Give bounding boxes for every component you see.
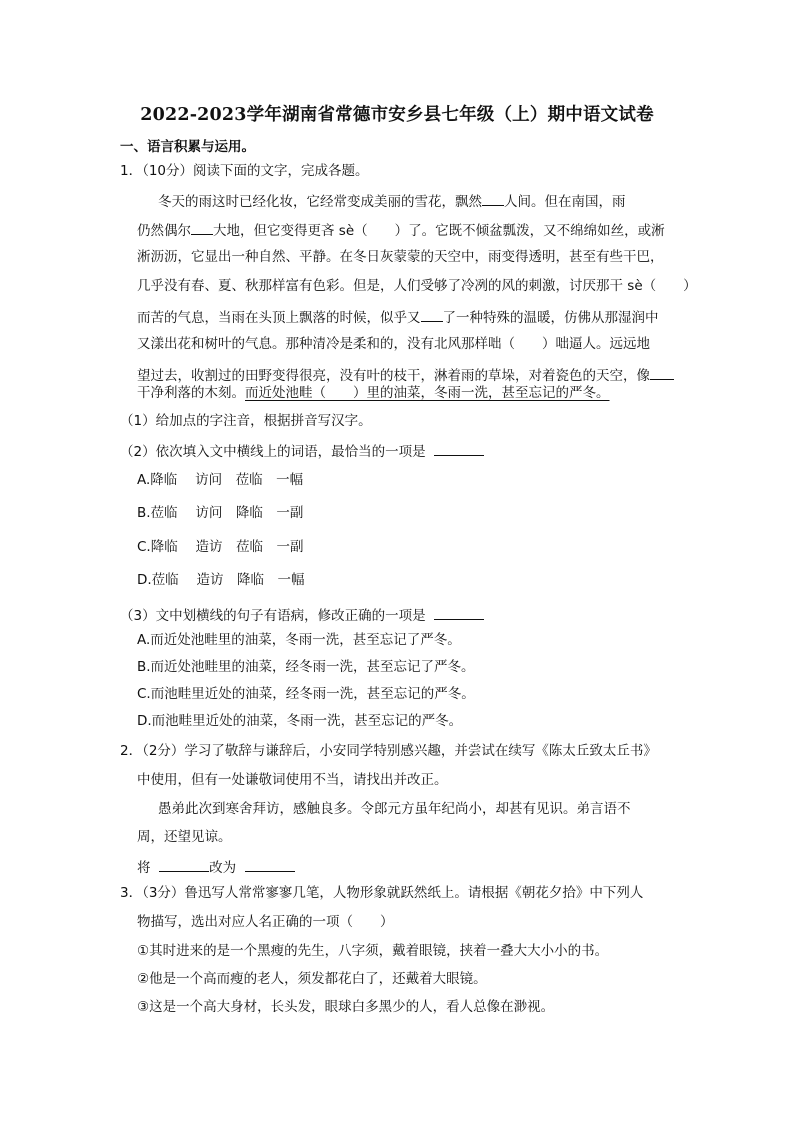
option-c: C.而池畦里近处的油菜，经冬雨一洗，甚至忘记的严冬。 <box>137 686 475 702</box>
question-1-head: 1．（10分）阅读下面的文字，完成各题。 <box>120 163 369 179</box>
question-2-text-cont: 周，还望见谅。 <box>137 829 232 845</box>
option-b: B.而近处池畦里的油菜，经冬雨一洗，甚至忘记了严冬。 <box>137 659 475 675</box>
fill-blank <box>421 309 443 322</box>
option-d: D.而池畦里近处的油菜，冬雨一洗，甚至忘记的严冬。 <box>137 713 463 729</box>
question-3-item-2: ②他是一个高而瘦的老人，须发都花白了，还戴着大眼镜。 <box>137 971 487 987</box>
option-d: D.莅临 造访 降临 一幅 <box>137 572 305 588</box>
question-3-head: 3．（3分）鲁迅写人常常寥寥几笔，人物形象就跃然纸上。请根据《朝花夕拾》中下列人 <box>120 885 644 901</box>
answer-blank <box>245 859 295 872</box>
answer-blank <box>434 607 484 620</box>
question-3-item-1: ①其时进来的是一个黑瘦的先生，八字须，戴着眼镜，挟着一叠大大小小的书。 <box>137 943 609 959</box>
fill-blank <box>650 367 674 380</box>
passage-line-8: 干净利落的木刻。而近处池畦（ ）里的油菜，冬雨一洗，甚至忘记的严冬。 <box>137 385 610 401</box>
question-1-sub-1: （1）给加点的字注音，根据拼音写汉字。 <box>120 413 372 429</box>
passage-line-3: 淅沥沥，它显出一种自然、平静。在冬日灰蒙蒙的天空中，雨变得透明，甚至有些干巴， <box>137 249 664 265</box>
passage-line-2: 仍然偶尔 大地，但它变得更吝 sè（ ）了。它既不倾盆瓢泼，又不绵绵如丝，或淅 <box>137 223 665 239</box>
option-a: A.降临 访问 莅临 一幅 <box>137 472 304 488</box>
answer-blank <box>434 443 484 456</box>
question-3-head-cont: 物描写，选出对应人名正确的一项（ ） <box>137 914 394 930</box>
question-1-sub-3: （3）文中划横线的句子有语病，修改正确的一项是 <box>120 607 484 624</box>
question-3-item-3: ③这是一个高大身材，长头发，眼球白多黑少的人，看人总像在渺视。 <box>137 999 555 1015</box>
question-2-text: 愚弟此次到寒舍拜访，感触良多。令郎元方虽年纪尚小，却甚有见识。弟言语不 <box>158 801 631 817</box>
fill-blank <box>482 193 504 206</box>
section-heading: 一、语言积累与运用。 <box>120 139 255 155</box>
option-a: A.而近处池畦里的油菜，冬雨一洗，甚至忘记了严冬。 <box>137 632 461 648</box>
question-1-sub-2: （2）依次填入文中横线上的词语，最恰当的一项是 <box>120 443 484 460</box>
page-title: 2022-2023学年湖南省常德市安乡县七年级（上）期中语文试卷 <box>140 105 654 125</box>
passage-line-7: 望过去，收割过的田野变得很亮，没有叶的枝干，淋着雨的草垛，对着瓷色的天空，像 <box>137 367 674 384</box>
question-2-fill: 将 改为 <box>137 859 295 876</box>
fill-blank <box>191 222 213 235</box>
answer-blank <box>159 859 209 872</box>
passage-line-1: 冬天的雨这时已经化妆，它经常变成美丽的雪花，飘然 人间。但在南国，雨 <box>158 194 626 210</box>
question-2-head: 2．（2分）学习了敬辞与谦辞后，小安同学特别感兴趣，并尝试在续写《陈太丘致太丘书》 <box>120 743 657 759</box>
passage-line-5: 而苦的气息，当雨在头顶上飘落的时候，似乎又 了一种特殊的温暖，仿佛从那湿润中 <box>137 310 659 326</box>
option-b: B.莅临 访问 降临 一副 <box>137 505 304 521</box>
passage-line-4: 几乎没有春、夏、秋那样富有色彩。但是，人们受够了冷冽的风的刺激，讨厌那干 sè（ ） <box>137 278 697 294</box>
option-c: C.降临 造访 莅临 一副 <box>137 539 304 555</box>
question-2-head-cont: 中使用，但有一处谦敬词使用不当，请找出并改正。 <box>137 772 448 788</box>
underlined-sentence: 而近处池畦（ ）里的油菜，冬雨一洗，甚至忘记的严冬。 <box>245 385 610 401</box>
passage-line-6: 又漾出花和树叶的气息。那种清冷是柔和的，没有北风那样咄（ ）咄逼人。远远地 <box>137 336 650 352</box>
